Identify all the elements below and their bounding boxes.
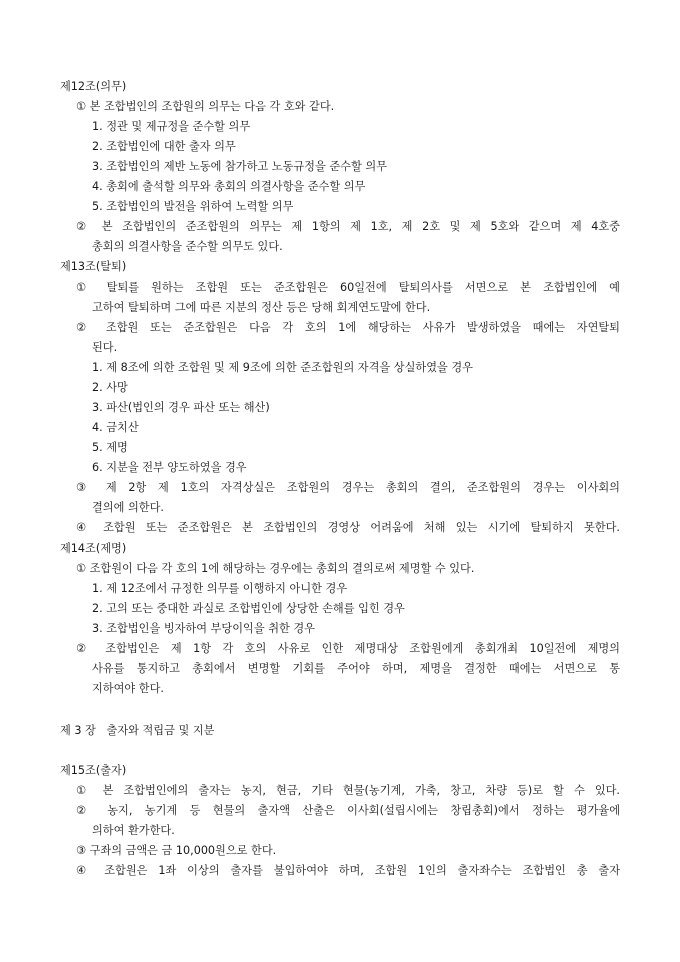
article-14-para-2-cont-1: 사유를 통지하고 총회에서 변명할 기회를 주어야 하며, 제명을 결정한 때에는 서면으로 통 bbox=[92, 662, 620, 675]
article-12-para-1: ① 본 조합법인의 조합원의 의무는 다음 각 호와 같다. bbox=[76, 100, 335, 113]
article-14-para-2-cont-2: 지하여야 한다. bbox=[92, 682, 164, 695]
article-13-para-2: ② 조합원 또는 준조합원은 다음 각 호의 1에 해당하는 사유가 발생하였을 때에는 자연탈퇴 bbox=[76, 321, 620, 334]
article-13-heading: 제13조(탈퇴) bbox=[60, 260, 127, 273]
article-13-para-1: ① 탈퇴를 원하는 조합원 또는 준조합원은 60일전에 탈퇴의사를 서면으로 본 조합법인에 예 bbox=[76, 281, 620, 294]
article-13-para-3: ③ 제 2항 제 1호의 자격상실은 조합원의 경우는 총회의 결의, 준조합원의 경우는 이사회의 bbox=[76, 481, 620, 494]
article-14-heading: 제14조(제명) bbox=[60, 542, 127, 555]
article-15-heading: 제15조(출자) bbox=[60, 764, 127, 777]
chapter-3-heading: 제 3 장 출자와 적립금 및 지분 bbox=[60, 724, 215, 737]
article-13-para-3-cont: 결의에 의한다. bbox=[92, 501, 164, 514]
article-13-item-6: 6. 지분을 전부 양도하였을 경우 bbox=[92, 461, 247, 474]
article-12-heading: 제12조(의무) bbox=[60, 80, 127, 93]
article-15-para-2-cont: 의하여 환가한다. bbox=[92, 824, 175, 837]
article-13-item-5: 5. 제명 bbox=[92, 441, 128, 454]
article-12-item-1: 1. 정관 및 제규정을 준수할 의무 bbox=[92, 120, 251, 133]
article-13-item-3: 3. 파산(법인의 경우 파산 또는 해산) bbox=[92, 401, 270, 414]
article-15-para-3: ③ 구좌의 금액은 금 10,000원으로 한다. bbox=[76, 844, 277, 857]
article-12-item-2: 2. 조합법인에 대한 출자 의무 bbox=[92, 140, 236, 153]
article-14-item-1: 1. 제 12조에서 규정한 의무를 이행하지 아니한 경우 bbox=[92, 582, 348, 595]
article-14-item-2: 2. 고의 또는 중대한 과실로 조합법인에 상당한 손해를 입힌 경우 bbox=[92, 602, 405, 615]
article-14-para-2: ② 조합법인은 제 1항 각 호의 사유로 인한 제명대상 조합원에게 총회개최 10일전에 제명의 bbox=[76, 642, 620, 655]
article-13-item-1: 1. 제 8조에 의한 조합원 및 제 9조에 의한 준조합원의 자격을 상실하였을 경우 bbox=[92, 361, 473, 374]
article-14-para-1: ① 조합원이 다음 각 호의 1에 해당하는 경우에는 총회의 결의로써 제명할 수 있다. bbox=[76, 562, 475, 575]
article-13-para-4: ④ 조합원 또는 준조합원은 본 조합법인의 경영상 어려움에 처해 있는 시기에 탈퇴하지 못한다. bbox=[76, 521, 620, 534]
article-14-item-3: 3. 조합법인을 빙자하여 부당이익을 취한 경우 bbox=[92, 622, 315, 635]
article-15-para-1: ① 본 조합법인에의 출자는 농지, 현금, 기타 현물(농기계, 가축, 창고, 차량 등)로 할 수 있다. bbox=[76, 784, 620, 797]
article-15-para-2: ② 농지, 농기계 등 현물의 출자액 산출은 이사회(설립시에는 창립총회)에서 정하는 평가율에 bbox=[76, 804, 620, 817]
article-12-item-3: 3. 조합법인의 제반 노동에 참가하고 노동규정을 준수할 의무 bbox=[92, 160, 387, 173]
article-13-para-2-cont: 된다. bbox=[92, 341, 118, 354]
article-13-item-2: 2. 사망 bbox=[92, 381, 128, 394]
article-12-item-4: 4. 총회에 출석할 의무와 총회의 의결사항을 준수할 의무 bbox=[92, 180, 366, 193]
article-12-item-5: 5. 조합법인의 발전을 위하여 노력할 의무 bbox=[92, 200, 294, 213]
article-12-para-2: ② 본 조합법인의 준조합원의 의무는 제 1항의 제 1호, 제 2호 및 제 5호와 같으며 제 4호중 bbox=[76, 220, 620, 233]
article-13-para-1-cont: 고하여 탈퇴하며 그에 따른 지분의 정산 등은 당해 회계연도말에 한다. bbox=[92, 301, 431, 314]
article-12-para-2-cont: 총회의 의결사항을 준수할 의무도 있다. bbox=[92, 240, 283, 253]
article-13-item-4: 4. 금치산 bbox=[92, 421, 139, 434]
article-15-para-4: ④ 조합원은 1좌 이상의 출자를 불입하여야 하며, 조합원 1인의 출자좌수는 조합법인 총 출자 bbox=[76, 864, 620, 877]
